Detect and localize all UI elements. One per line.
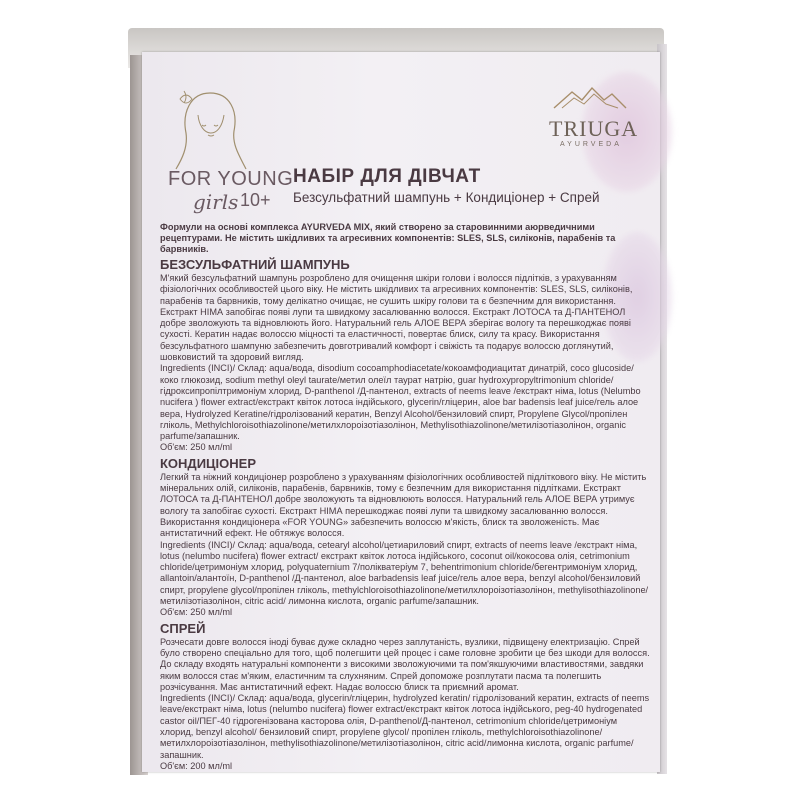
- section-title: КОНДИЦІОНЕР: [160, 455, 256, 471]
- section-volume: Об'єм: 250 мл/ml: [160, 442, 233, 453]
- section-volume: Об'єм: 250 мл/ml: [160, 607, 233, 618]
- section-description: М'який безсульфатний шампунь розроблено для очищення шкіри голови і волосся підлітків, з урахуванням фізіологічних особливостей цього віку. Не містить шкідливих та агресивних компонентів: SLES, SLS, силіконів, парабенів та барвників, тому делікатно очищає, не сушить шкіру голови та є безпечним для використання. Екстракт НІМА запобігає появі лупи та швидкому засалюванню волосся. Екстракт ЛОТОСА та Д-ПАНТЕНОЛ добре зволожують та відновлюють його. Натуральний гель АЛОЕ ВЕРА зберігає вологу та перешкоджає появі сухості. Кератин надає волоссю міцності та еластичності, повертає блиск, силу та красу. Використання безсульфатного шампуню забезпечить довготривалий комфорт і свіжість та подарує волоссю доглянутий, шовковистий та здоровий вигляд.: [160, 273, 633, 363]
- brand-line: FOR YOUNG: [168, 168, 294, 190]
- brand-girls: girls: [193, 190, 239, 214]
- logo-name: TRIUGA: [549, 116, 639, 141]
- product-subtitle: Безсульфатний шампунь + Кондиціонер + Спрей: [293, 190, 600, 205]
- section-ingredients: Ingredients (INCI)/ Склад: aqua/вода, cetearyl alcohol/цетиариловий спирт, extracts of neems leave /екстракт німа, lotus (nelumbo nucifera) flower extract/ екстракт квіток лотоса індійського, coconut oil/кокосова олія, cetrimonium chloride/цетримоніум хлорид, polyquaternium 7/полікватеріум 7, behentrimonium chloride/бегентримоніум хлорид, allantoin/алантоїн, D-panthenol /Д-пантенол, aloe barbadensis leaf juice/гель алое вера, benzyl alcohol/бензиловий спирт, propylene glycol/пропілен гліколь, methylchloroisothiazolinone/метилхлороізотіазолінон, methylisothiazolinone/метилізотіазолінон, citric acid/ лимонна кислота, organic parfume/запашник.: [160, 539, 649, 607]
- description-block: [160, 222, 652, 774]
- section-title: БЕЗСУЛЬФАТНИЙ ШАМПУНЬ: [160, 257, 350, 272]
- section-volume: Об'єм: 200 мл/ml: [160, 760, 233, 771]
- section-ingredients: Ingredients (INCI)/ Склад: aqua/вода, disodium cocoamphodiacetate/кокоамфодиацитат динатрій, coco glucoside/ коко глюкозид, sodium methyl oleyl taurate/метил олеїл таурат натрію, guar hydroxypropyltrimonium chloride/гідроксипропілтримоніум хлорид, D-panthenol /Д-пантенол, extracts of neems leave /екстракт німа, lotus (Nelumbo nucifera ) flower extract/екстракт квіток лотоса індійського, glycerin/гліцерин, aloe bar badensis leaf juice/гель алое вера, Hydrolyzed Keratine/гідролізований кератин, Benzyl Alcohol/бензиловий спирт, Propylene Glycol/пропілен гліколь, Methylchloroisothiazolinone/метилхлороізотіазолінон, Methylisothiazolinone/метилізотіазолінон, organic parfume/запашник.: [160, 363, 641, 442]
- section-ingredients: Ingredients (INCI)/ Склад: aqua/вода, glycerin/гліцерин, hydrolyzed keratin/ гідролізований кератин, extracts of neems leave/екстракт німа, lotus (nelumbo nucifera) flower extract/екстракт квіток лотоса індійського, peg-40 hydrogenated castor oil/ПЕГ-40 гідрогенізована касторова олія, D-panthenol/Д-пантенол, cetrimonium chloride/цетримоніум хлорид, benzyl alcohol/ бензиловий спирт, propylene glycol/ пропілен гліколь, methylchloroisothiazolinone/метилхлороізотіазолінон, methylisothiazolinone/метилізотіазолінон, citric acid/лимонна кислота, organic parfume/запашник.: [160, 693, 650, 760]
- mountains-logo-icon: [552, 84, 628, 110]
- section-description: Розчесати довге волосся іноді буває дуже складно через заплутаність, вузлики, підвищену електризацію. Спрей було створено спеціально для того, щоб полегшити цей процес і саме головне зробити це без шкоди для волосся. До складу входять натуральні компоненти з високими зволожуючими та пом'якшуючими властивостями, завдяки яким волосся стає м'яким, еластичним та слухняним. Спрей допоможе розплутати пасма та полегшить розчісування. Має антистатичний ефект. Надає волоссю блиск та приємний аромат.: [160, 636, 650, 692]
- logo-subtitle: AYURVEDA: [560, 141, 622, 148]
- section-description: Легкий та ніжний кондиціонер розроблено з урахуванням фізіологічних особливостей підліткового віку. Не містить мінеральних олій, силіконів, парабенів, барвників, тому є безпечним для використання підлітками. Екстракт ЛОТОСА та Д-ПАНТЕНОЛ добре зволожують та відновлюють волосся. Натуральний гель АЛОЕ ВЕРА утримує вологу та запобігає сухості. Екстракт НІМА перешкоджає появі лупи та швидкому засалюванню волосся. Використання кондиціонера «FOR YOUNG» забезпечить волоссю м'якість, блиск та зволоженість. Має антистатичний ефект. Не обтяжує волосся.: [160, 471, 647, 539]
- intro-text: Формули на основі комплекса AYURVEDA MIX, який створено за старовинними аюрведичними рецептурами. Не містить шкідливих та агресивних компонентів: SLES, SLS, силіконів, парабенів та барвників.: [160, 222, 616, 254]
- girl-illustration-icon: [170, 85, 250, 175]
- product-title: НАБІР ДЛЯ ДІВЧАТ: [293, 166, 481, 187]
- brand-age: 10+: [240, 190, 271, 210]
- section-title: СПРЕЙ: [160, 620, 206, 636]
